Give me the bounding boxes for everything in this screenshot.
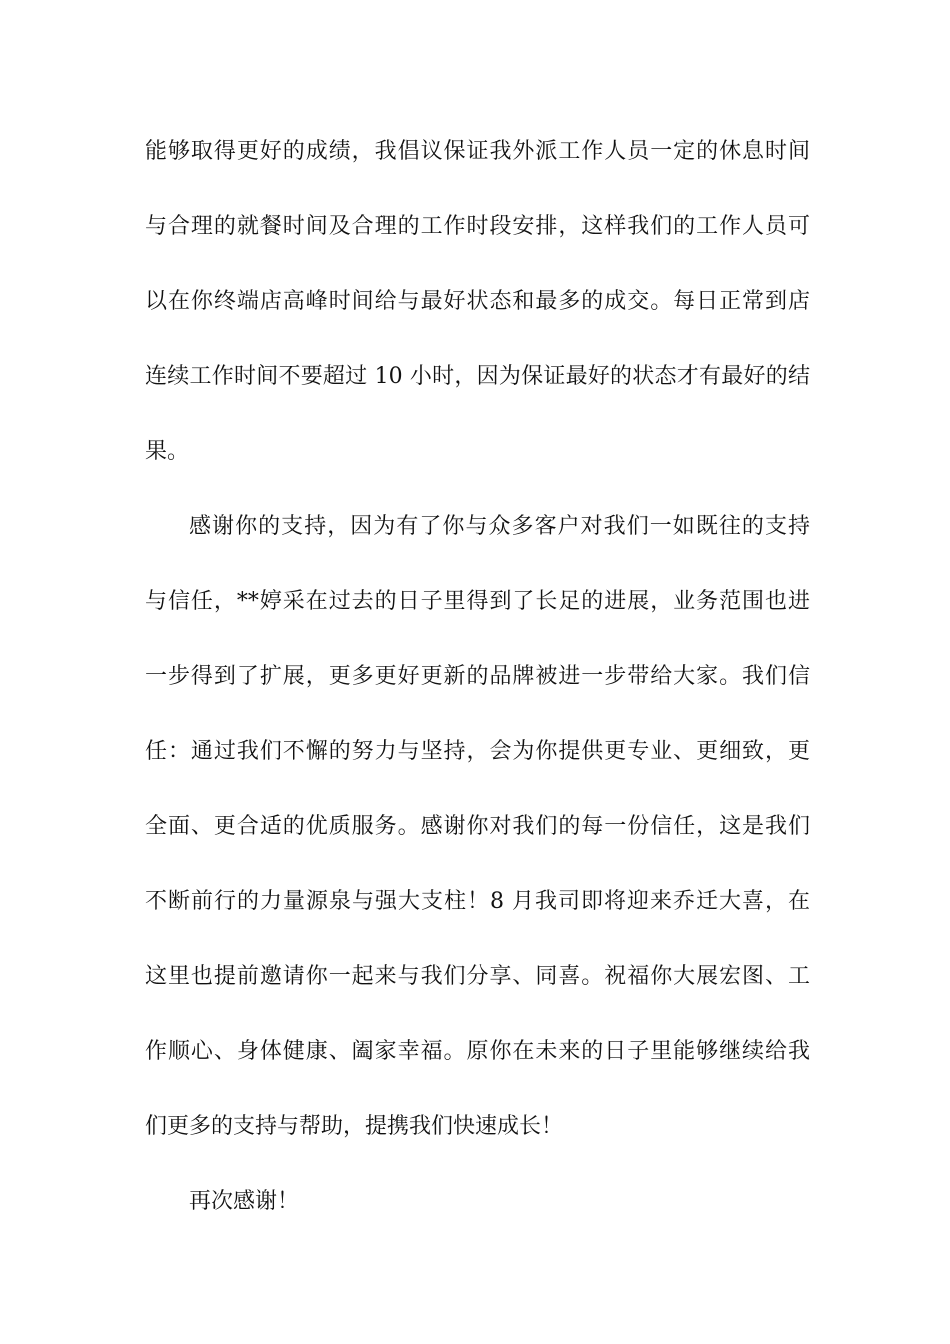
paragraph-2-line-7: 这里也提前邀请你一起来与我们分享、同喜。祝福你大展宏图、工: [145, 964, 810, 989]
paragraph-2-line-2: 与信任，**婷采在过去的日子里得到了长足的进展，业务范围也进: [145, 589, 810, 614]
paragraph-1-line-1: 能够取得更好的成绩，我倡议保证我外派工作人员一定的休息时间: [145, 139, 810, 164]
paragraph-2-line-5: 全面、更合适的优质服务。感谢你对我们的每一份信任，这是我们: [145, 814, 810, 839]
paragraph-1-line-3: 以在你终端店高峰时间给与最好状态和最多的成交。每日正常到店: [145, 289, 810, 314]
paragraph-2-line-8: 作顺心、身体健康、阖家幸福。原你在未来的日子里能够继续给我: [145, 1039, 810, 1064]
paragraph-1-line-5: 果。: [145, 439, 190, 464]
paragraph-2-line-4: 任：通过我们不懈的努力与坚持，会为你提供更专业、更细致，更: [145, 739, 810, 764]
paragraph-1-line-4: 连续工作时间不要超过 10 小时，因为保证最好的状态才有最好的结: [145, 364, 810, 389]
paragraph-1-line-2: 与合理的就餐时间及合理的工作时段安排，这样我们的工作人员可: [145, 214, 810, 239]
paragraph-3-line-1: 再次感谢！: [189, 1189, 300, 1214]
paragraph-2-line-3: 一步得到了扩展，更多更好更新的品牌被进一步带给大家。我们信: [145, 664, 810, 689]
paragraph-2-line-9: 们更多的支持与帮助，提携我们快速成长！: [145, 1114, 564, 1139]
paragraph-2-line-6: 不断前行的力量源泉与强大支柱！8 月我司即将迎来乔迁大喜，在: [145, 889, 810, 914]
paragraph-2-line-1: 感谢你的支持，因为有了你与众多客户对我们一如既往的支持: [189, 514, 810, 539]
